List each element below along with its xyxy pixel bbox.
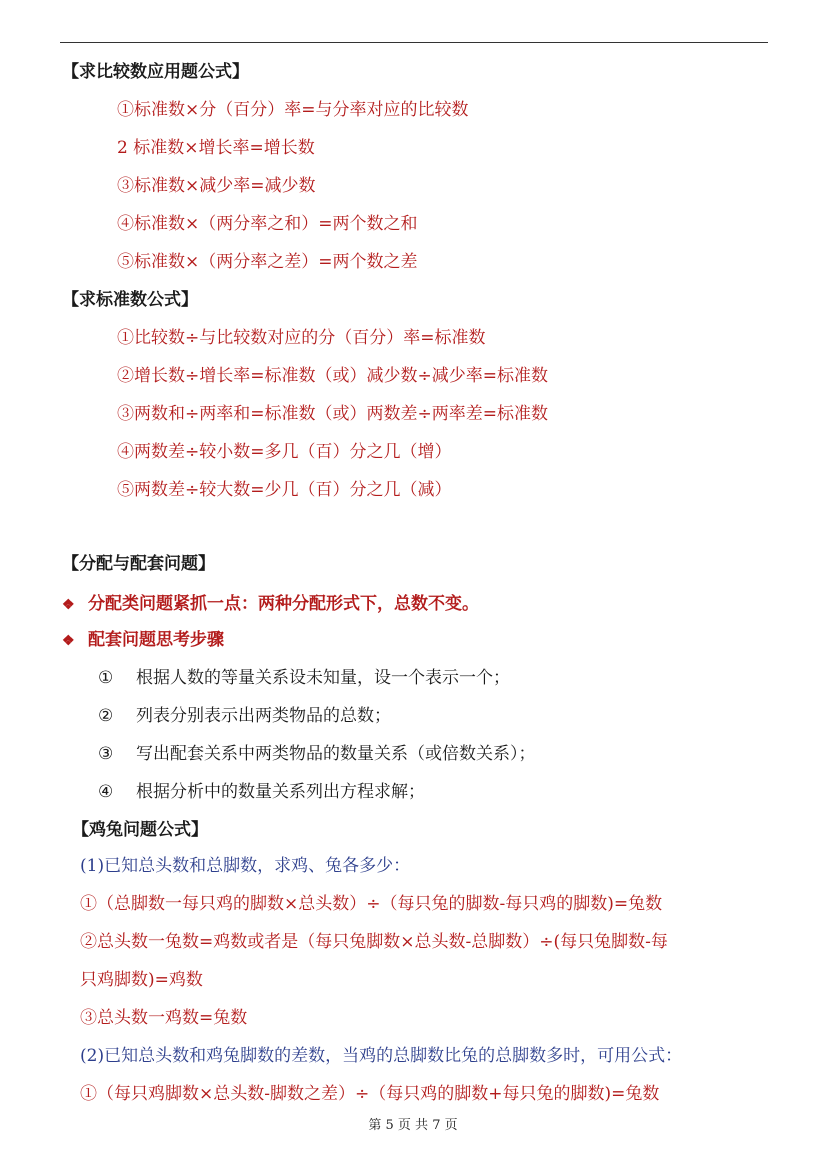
case-line: (1)已知总头数和总脚数，求鸡、兔各多少： bbox=[80, 856, 411, 876]
header-rule bbox=[60, 42, 768, 43]
formula-line: 只鸡脚数)=鸡数 bbox=[80, 970, 203, 990]
section-heading-comparison: 【求比较数应用题公式】 bbox=[62, 62, 249, 82]
formula-line: ①（每只鸡脚数×总头数-脚数之差）÷（每只鸡的脚数+每只兔的脚数)=兔数 bbox=[80, 1084, 660, 1104]
formula-line: ③总头数一鸡数=兔数 bbox=[80, 1008, 248, 1028]
step-item: ② 列表分别表示出两类物品的总数； bbox=[98, 706, 391, 726]
formula-line: 2 标准数×增长率=增长数 bbox=[117, 138, 315, 158]
formula-line: ⑤标准数×（两分率之差）=两个数之差 bbox=[117, 252, 418, 272]
formula-line: ①比较数÷与比较数对应的分（百分）率=标准数 bbox=[117, 328, 486, 348]
section-heading-allocation: 【分配与配套问题】 bbox=[62, 554, 215, 574]
step-item: ① 根据人数的等量关系设未知量，设一个表示一个； bbox=[98, 668, 510, 688]
page-footer: 第 5 页 共 7 页 bbox=[368, 1118, 458, 1133]
formula-line: ③两数和÷两率和=标准数（或）两数差÷两率差=标准数 bbox=[117, 404, 548, 424]
step-number: ④ bbox=[98, 782, 114, 802]
formula-line: ④两数差÷较小数=多几（百）分之几（增） bbox=[117, 442, 452, 462]
section-heading-chicken: 【鸡兔问题公式】 bbox=[72, 820, 208, 840]
formula-line: ①（总脚数一每只鸡的脚数×总头数）÷（每只兔的脚数-每只鸡的脚数)=兔数 bbox=[80, 894, 663, 914]
diamond-bullet-icon: ❖ bbox=[62, 597, 75, 613]
step-number: ① bbox=[98, 668, 114, 688]
formula-line: ④标准数×（两分率之和）=两个数之和 bbox=[117, 214, 418, 234]
bullet-item: ❖ 分配类问题紧抓一点：两种分配形式下，总数不变。 bbox=[62, 592, 479, 617]
section-heading-standard: 【求标准数公式】 bbox=[62, 290, 198, 310]
step-number: ② bbox=[98, 706, 114, 726]
step-item: ④ 根据分析中的数量关系列出方程求解； bbox=[98, 782, 425, 802]
diamond-bullet-icon: ❖ bbox=[62, 633, 75, 649]
formula-line: ②总头数一兔数=鸡数或者是（每只兔脚数×总头数-总脚数）÷(每只兔脚数-每 bbox=[80, 932, 668, 952]
formula-line: ③标准数×减少率=减少数 bbox=[117, 176, 316, 196]
formula-line: ①标准数×分（百分）率=与分率对应的比较数 bbox=[117, 100, 469, 120]
case-line: (2)已知总头数和鸡兔脚数的差数，当鸡的总脚数比兔的总脚数多时，可用公式： bbox=[80, 1046, 683, 1066]
step-item: ③ 写出配套关系中两类物品的数量关系（或倍数关系）； bbox=[98, 744, 536, 764]
bullet-item: ❖ 配套问题思考步骤 bbox=[62, 628, 224, 653]
step-number: ③ bbox=[98, 744, 114, 764]
formula-line: ②增长数÷增长率=标准数（或）减少数÷减少率=标准数 bbox=[117, 366, 548, 386]
formula-line: ⑤两数差÷较大数=少几（百）分之几（减） bbox=[117, 480, 452, 500]
